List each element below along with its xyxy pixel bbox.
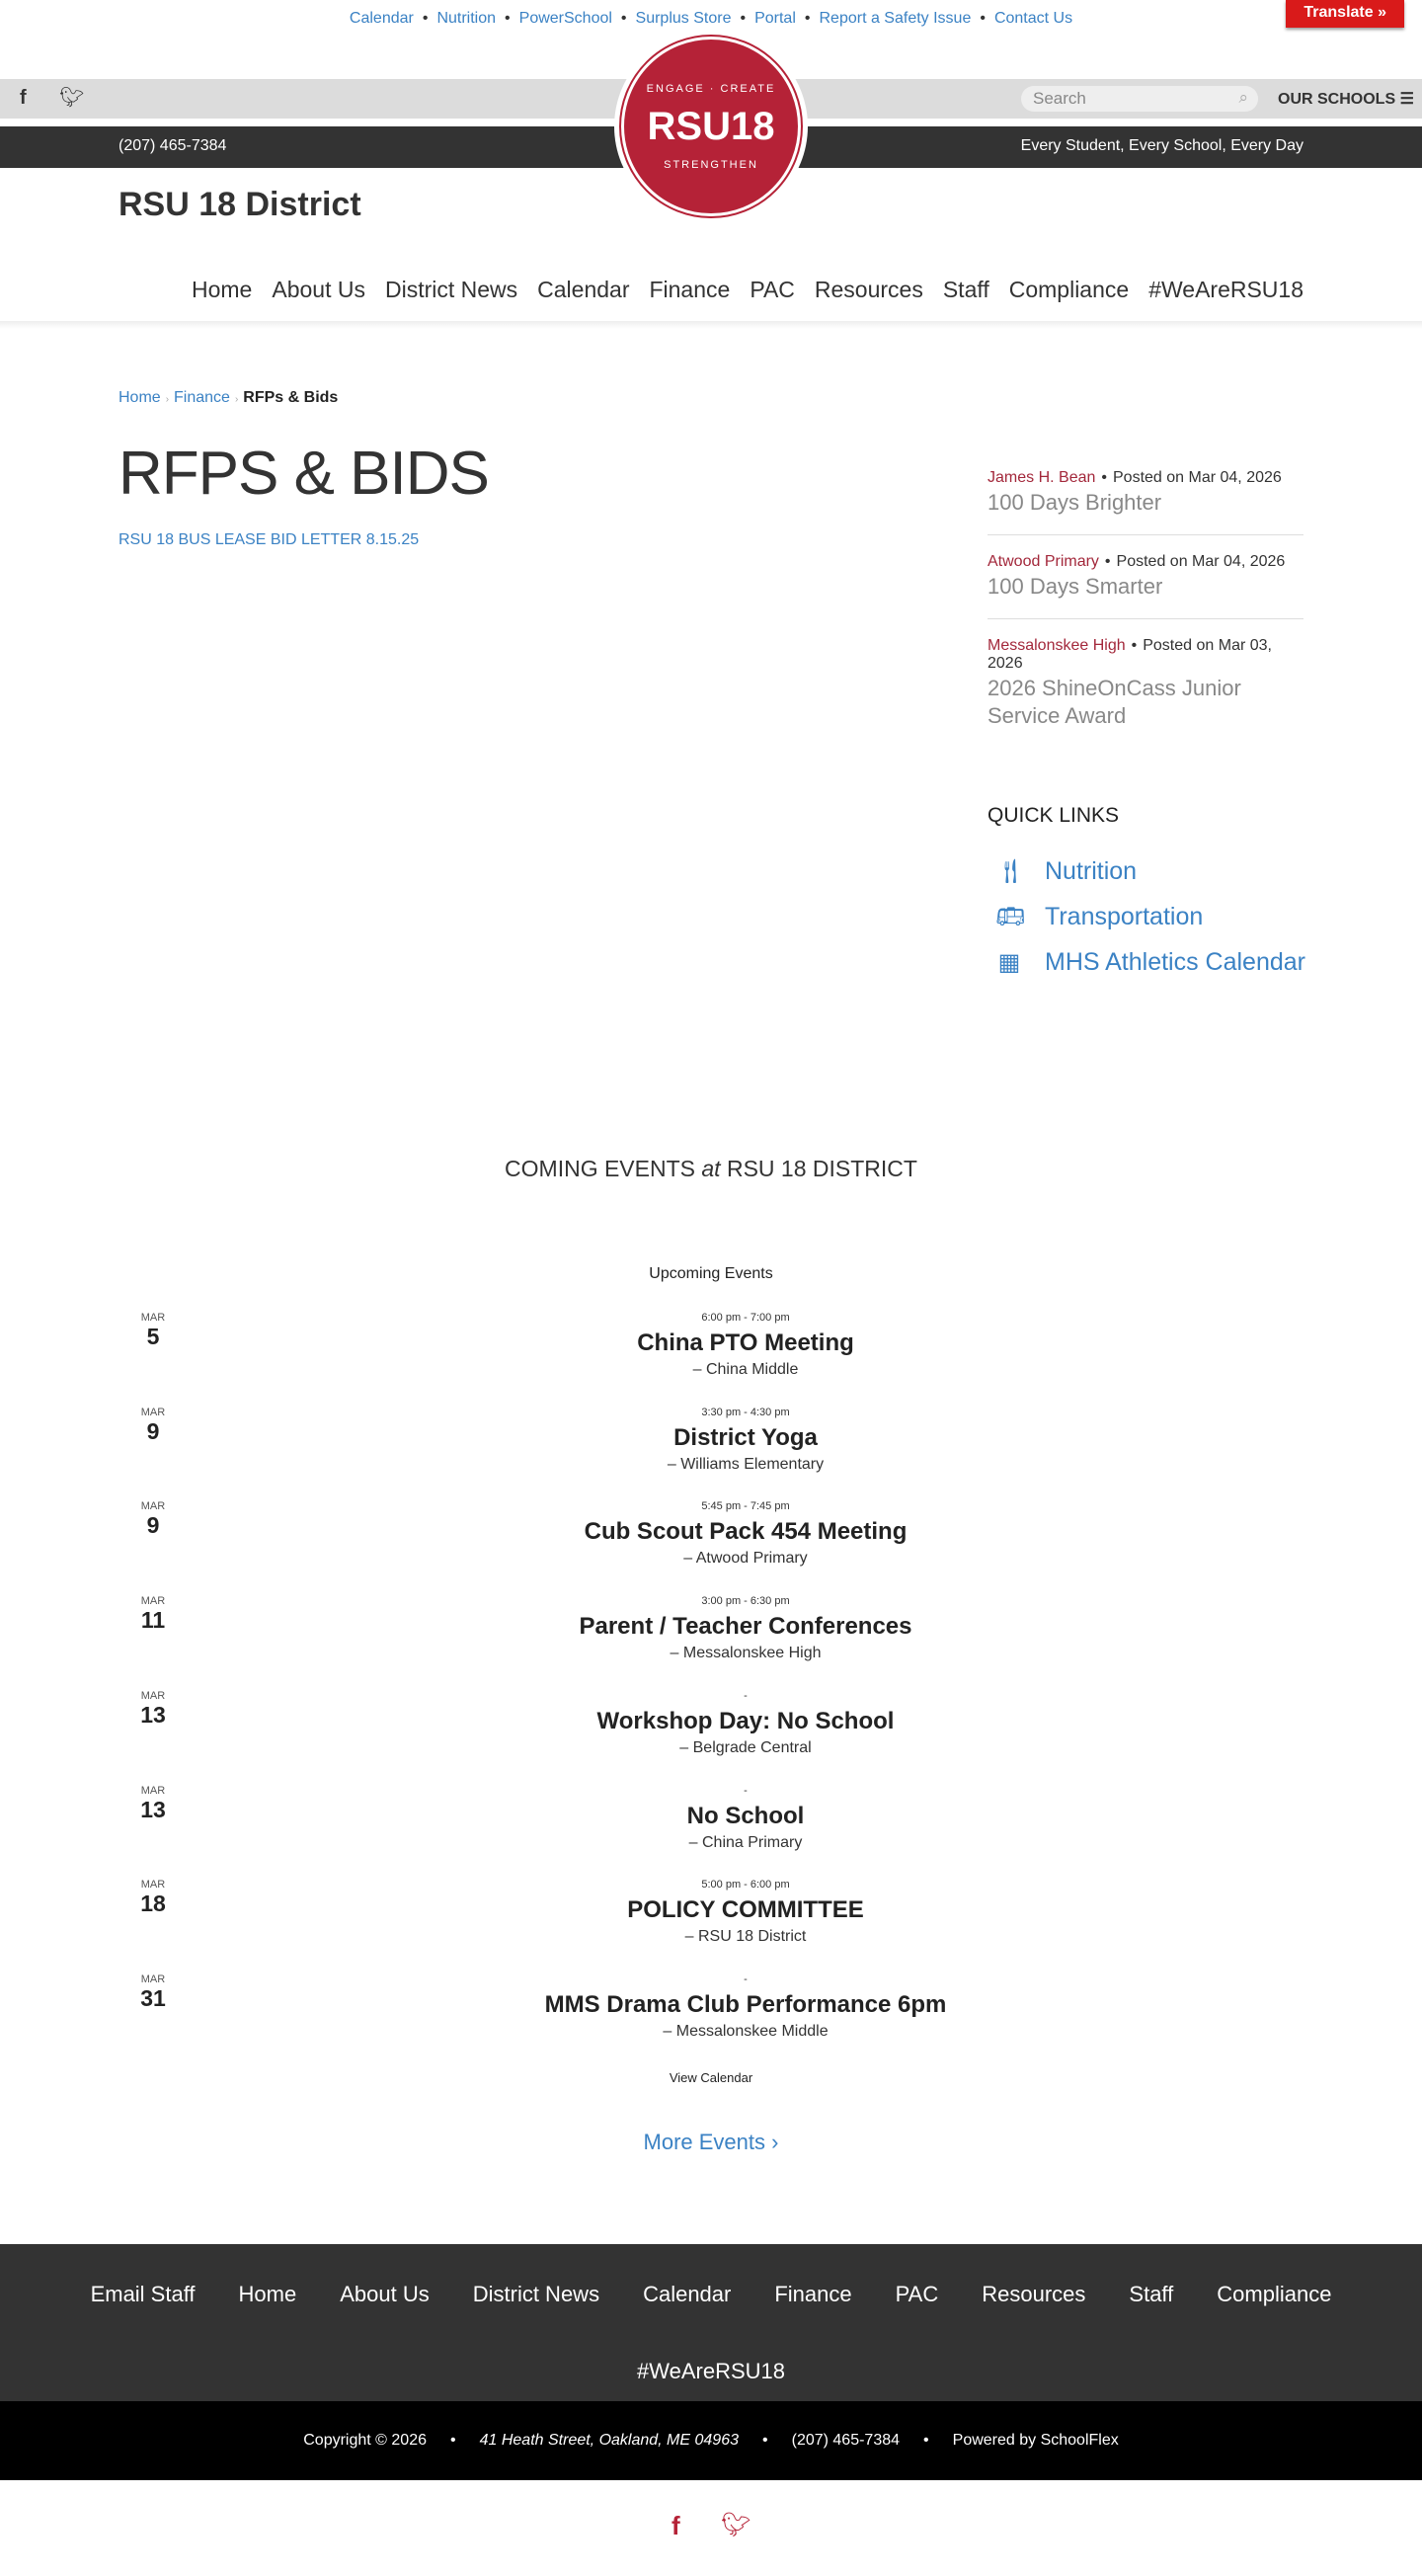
top-link[interactable]: Portal — [754, 10, 796, 27]
quick-link[interactable] — [988, 948, 1305, 977]
event-date — [128, 1785, 178, 1823]
event-item — [0, 1407, 1422, 1501]
logo-bottom-text: STRENGTHEN — [664, 158, 758, 171]
address: 41 Heath Street, Oakland, ME 04963 — [479, 2432, 739, 2449]
event-month: MAR — [140, 1406, 166, 1418]
footer-nav-row — [0, 2307, 1422, 2384]
top-link[interactable]: Report a Safety Issue — [819, 10, 972, 27]
more-events-label: More Events — [643, 2130, 766, 2154]
post-meta — [988, 469, 1304, 487]
footer-nav-item[interactable]: Email Staff — [90, 2282, 196, 2306]
quick-link-label: Transportation — [1045, 903, 1204, 930]
event-date — [128, 1595, 178, 1634]
post-date: Posted on Mar 04, 2026 — [1116, 553, 1286, 570]
post-meta — [988, 553, 1304, 571]
event-month: MAR — [140, 1879, 166, 1892]
breadcrumb — [118, 389, 338, 407]
event-item — [0, 1595, 1422, 1690]
our-schools-label: OUR SCHOOLS — [1278, 91, 1396, 108]
event-body — [449, 1690, 1042, 1757]
event-date — [128, 1312, 178, 1350]
separator: • — [505, 10, 511, 27]
chevron-right-icon: › — [771, 2130, 779, 2154]
twitter-icon[interactable]: 🐦︎ — [59, 87, 85, 109]
nav-item[interactable]: PAC — [750, 277, 795, 302]
post-item — [988, 553, 1304, 619]
nav-item[interactable]: District News — [384, 277, 518, 302]
event-month: MAR — [140, 1595, 166, 1608]
more-events-link[interactable] — [0, 2130, 1422, 2155]
event-month: MAR — [140, 1312, 166, 1324]
event-body — [449, 1595, 1042, 1662]
event-day: 13 — [140, 1701, 166, 1728]
event-date — [128, 1973, 178, 2012]
utility-links — [0, 10, 1422, 28]
quick-link-label: MHS Athletics Calendar — [1045, 948, 1306, 976]
quick-link-label: Nutrition — [1045, 857, 1138, 885]
event-month: MAR — [140, 1500, 166, 1513]
quick-links-title: QUICK LINKS — [988, 804, 1120, 827]
breadcrumb-item[interactable]: Home — [118, 389, 161, 406]
separator: • — [1101, 469, 1107, 486]
event-body — [449, 1879, 1042, 1946]
event-month: MAR — [140, 1689, 166, 1702]
event-time: 3:30 pm - 4:30 pm — [701, 1406, 790, 1418]
site-title[interactable]: RSU 18 District — [118, 186, 361, 223]
separator: • — [1131, 637, 1138, 654]
bus-lease-bid-link[interactable]: RSU 18 BUS LEASE BID LETTER 8.15.25 — [118, 531, 420, 548]
event-body — [449, 1407, 1042, 1474]
top-link[interactable]: Surplus Store — [635, 10, 732, 27]
event-item — [0, 1973, 1422, 2068]
event-day: 31 — [140, 1984, 166, 2011]
nav-item[interactable]: #WeAreRSU18 — [1148, 277, 1304, 302]
nav-item[interactable]: Staff — [942, 277, 989, 302]
event-item — [0, 1879, 1422, 1973]
event-body — [449, 1500, 1042, 1568]
calendar-icon: ▦ — [997, 949, 1021, 976]
event-item — [0, 1785, 1422, 1880]
recent-posts — [988, 469, 1304, 765]
nav-item[interactable]: Compliance — [1008, 277, 1130, 302]
post-title[interactable]: 100 Days Smarter — [988, 574, 1163, 599]
separator: • — [422, 10, 429, 27]
search-icon[interactable]: ⌕ — [1238, 88, 1248, 107]
post-title[interactable]: 2026 ShineOnCass Junior Service Award — [988, 676, 1241, 728]
separator: • — [804, 10, 811, 27]
event-time: 6:00 pm - 7:00 pm — [701, 1312, 790, 1324]
footer-nav-item[interactable]: Compliance — [1217, 2282, 1332, 2306]
separator: • — [980, 10, 986, 27]
nav-item[interactable]: Home — [192, 277, 253, 302]
tagline: Every Student, Every School, Every Day — [1020, 137, 1304, 154]
event-day: 5 — [146, 1324, 160, 1349]
event-title[interactable]: No School — [686, 1802, 805, 1829]
nav-item[interactable]: About Us — [272, 277, 365, 302]
top-link[interactable]: Calendar — [349, 10, 414, 27]
event-day: 9 — [146, 1512, 160, 1539]
footer-nav-item[interactable]: Home — [238, 2282, 297, 2306]
footer-nav-item[interactable]: District News — [472, 2282, 600, 2306]
separator: • — [620, 10, 627, 27]
footer-bar: Copyright © 2026 • 41 Heath Street, Oakland, ME 04963 • (207) 465-7384 • Powered by SchoolFlex — [0, 2401, 1422, 2480]
event-body — [449, 1973, 1042, 2041]
event-time: - — [744, 1689, 748, 1702]
event-title[interactable]: MMS Drama Club Performance 6pm — [544, 1990, 947, 2018]
menu-icon: ☰ — [1399, 91, 1414, 108]
logo[interactable] — [614, 30, 808, 223]
event-date — [128, 1407, 178, 1445]
event-date — [128, 1879, 178, 1917]
event-body — [449, 1312, 1042, 1379]
event-day: 13 — [140, 1796, 166, 1822]
quick-links — [988, 857, 1305, 994]
our-schools-menu[interactable] — [1278, 89, 1414, 109]
separator: • — [740, 10, 747, 27]
post-author[interactable]: James H. Bean — [988, 469, 1096, 486]
event-time: 5:45 pm - 7:45 pm — [701, 1500, 790, 1513]
footer-nav-item[interactable]: Staff — [1129, 2282, 1174, 2306]
quick-link[interactable] — [988, 903, 1305, 931]
event-location: – RSU 18 District — [684, 1928, 807, 1946]
nav-item[interactable]: Finance — [649, 277, 731, 302]
footer-nav-item[interactable]: Finance — [774, 2282, 852, 2306]
facebook-icon[interactable]: f — [20, 87, 27, 109]
post-meta — [988, 637, 1304, 673]
event-item — [0, 1690, 1422, 1785]
post-title[interactable]: 100 Days Brighter — [988, 490, 1162, 515]
breadcrumb-separator: › — [234, 394, 239, 405]
separator: • — [1104, 553, 1111, 570]
footer-nav-item[interactable]: About Us — [340, 2282, 430, 2306]
event-month: MAR — [140, 1972, 166, 1985]
event-title[interactable]: Workshop Day: No School — [596, 1707, 895, 1734]
footer-nav-row — [0, 2244, 1422, 2307]
event-time: - — [744, 1784, 748, 1797]
event-day: 18 — [140, 1891, 166, 1917]
top-link[interactable]: Contact Us — [993, 10, 1073, 27]
search-input[interactable] — [1021, 86, 1258, 112]
post-author[interactable]: Atwood Primary — [988, 553, 1099, 570]
search-placeholder: Search — [1033, 89, 1086, 108]
event-time: - — [744, 1972, 748, 1985]
event-time: 5:00 pm - 6:00 pm — [701, 1879, 790, 1892]
top-link[interactable]: Nutrition — [436, 10, 497, 27]
page-title: RFPS & BIDS — [118, 440, 489, 508]
event-time: 3:00 pm - 6:30 pm — [701, 1595, 790, 1608]
event-title[interactable]: Cub Scout Pack 454 Meeting — [584, 1518, 908, 1546]
events-heading-post: RSU 18 DISTRICT — [726, 1156, 917, 1181]
event-location: – Belgrade Central — [679, 1738, 812, 1756]
post-item — [988, 469, 1304, 535]
event-location: – China Middle — [692, 1361, 799, 1378]
post-date: Posted on Mar 04, 2026 — [1113, 469, 1282, 486]
events-heading — [0, 1156, 1422, 1182]
view-calendar-link[interactable]: View Calendar — [669, 2070, 753, 2085]
events-heading-at: at — [701, 1156, 721, 1181]
footer-nav-item[interactable]: Calendar — [643, 2282, 732, 2306]
footer-phone: (207) 465-7384 — [791, 2432, 901, 2449]
footer-nav — [0, 2244, 1422, 2401]
event-location: – China Primary — [688, 1833, 803, 1851]
utensils-icon: 🍴︎ — [995, 858, 1026, 885]
phone: (207) 465-7384 — [118, 137, 227, 154]
copyright: Copyright © 2026 — [303, 2432, 427, 2449]
event-item — [0, 1312, 1422, 1407]
post-author[interactable]: Messalonskee High — [988, 637, 1126, 654]
event-title[interactable]: China PTO Meeting — [637, 1329, 854, 1356]
event-location: – Messalonskee Middle — [663, 2022, 829, 2040]
event-title[interactable]: POLICY COMMITTEE — [627, 1896, 864, 1924]
breadcrumb-item: RFPs & Bids — [243, 389, 339, 406]
event-month: MAR — [140, 1784, 166, 1797]
event-date — [128, 1690, 178, 1729]
event-title[interactable]: District Yoga — [673, 1423, 818, 1451]
top-link[interactable]: PowerSchool — [518, 10, 612, 27]
translate-button[interactable]: Translate » — [1286, 0, 1404, 28]
footer-twitter-icon[interactable]: 🐦︎ — [721, 2512, 751, 2538]
footer-nav-item[interactable]: Resources — [982, 2282, 1086, 2306]
post-date: Posted on Mar 03, 2026 — [988, 637, 1272, 672]
quick-link[interactable] — [988, 857, 1305, 886]
event-location: – Atwood Primary — [683, 1550, 808, 1568]
footer-facebook-icon[interactable]: f — [672, 2511, 680, 2540]
footer-nav-item[interactable]: PAC — [895, 2282, 939, 2306]
events-heading-pre: COMING EVENTS — [505, 1156, 695, 1181]
logo-text: RSU18 — [647, 104, 775, 148]
divider — [0, 321, 1422, 329]
breadcrumb-item[interactable]: Finance — [174, 389, 230, 406]
upcoming-events-label: Upcoming Events — [649, 1265, 773, 1282]
powered-by[interactable]: Powered by SchoolFlex — [952, 2432, 1119, 2449]
event-day: 9 — [146, 1417, 160, 1444]
event-date — [128, 1500, 178, 1539]
post-item — [988, 637, 1304, 748]
logo-top-text: ENGAGE · CREATE — [646, 82, 776, 95]
event-day: 11 — [140, 1607, 166, 1634]
event-location: – Williams Elementary — [667, 1455, 825, 1473]
bus-icon: 🚌︎ — [995, 904, 1026, 930]
nav-item[interactable]: Resources — [814, 277, 923, 302]
footer-nav-item[interactable]: #WeAreRSU18 — [637, 2359, 785, 2383]
event-item — [0, 1500, 1422, 1595]
breadcrumb-separator: › — [165, 394, 170, 405]
event-title[interactable]: Parent / Teacher Conferences — [579, 1613, 912, 1641]
event-location: – Messalonskee High — [670, 1645, 822, 1662]
main-nav — [172, 277, 1304, 303]
nav-item[interactable]: Calendar — [537, 277, 630, 302]
event-body — [449, 1785, 1042, 1852]
